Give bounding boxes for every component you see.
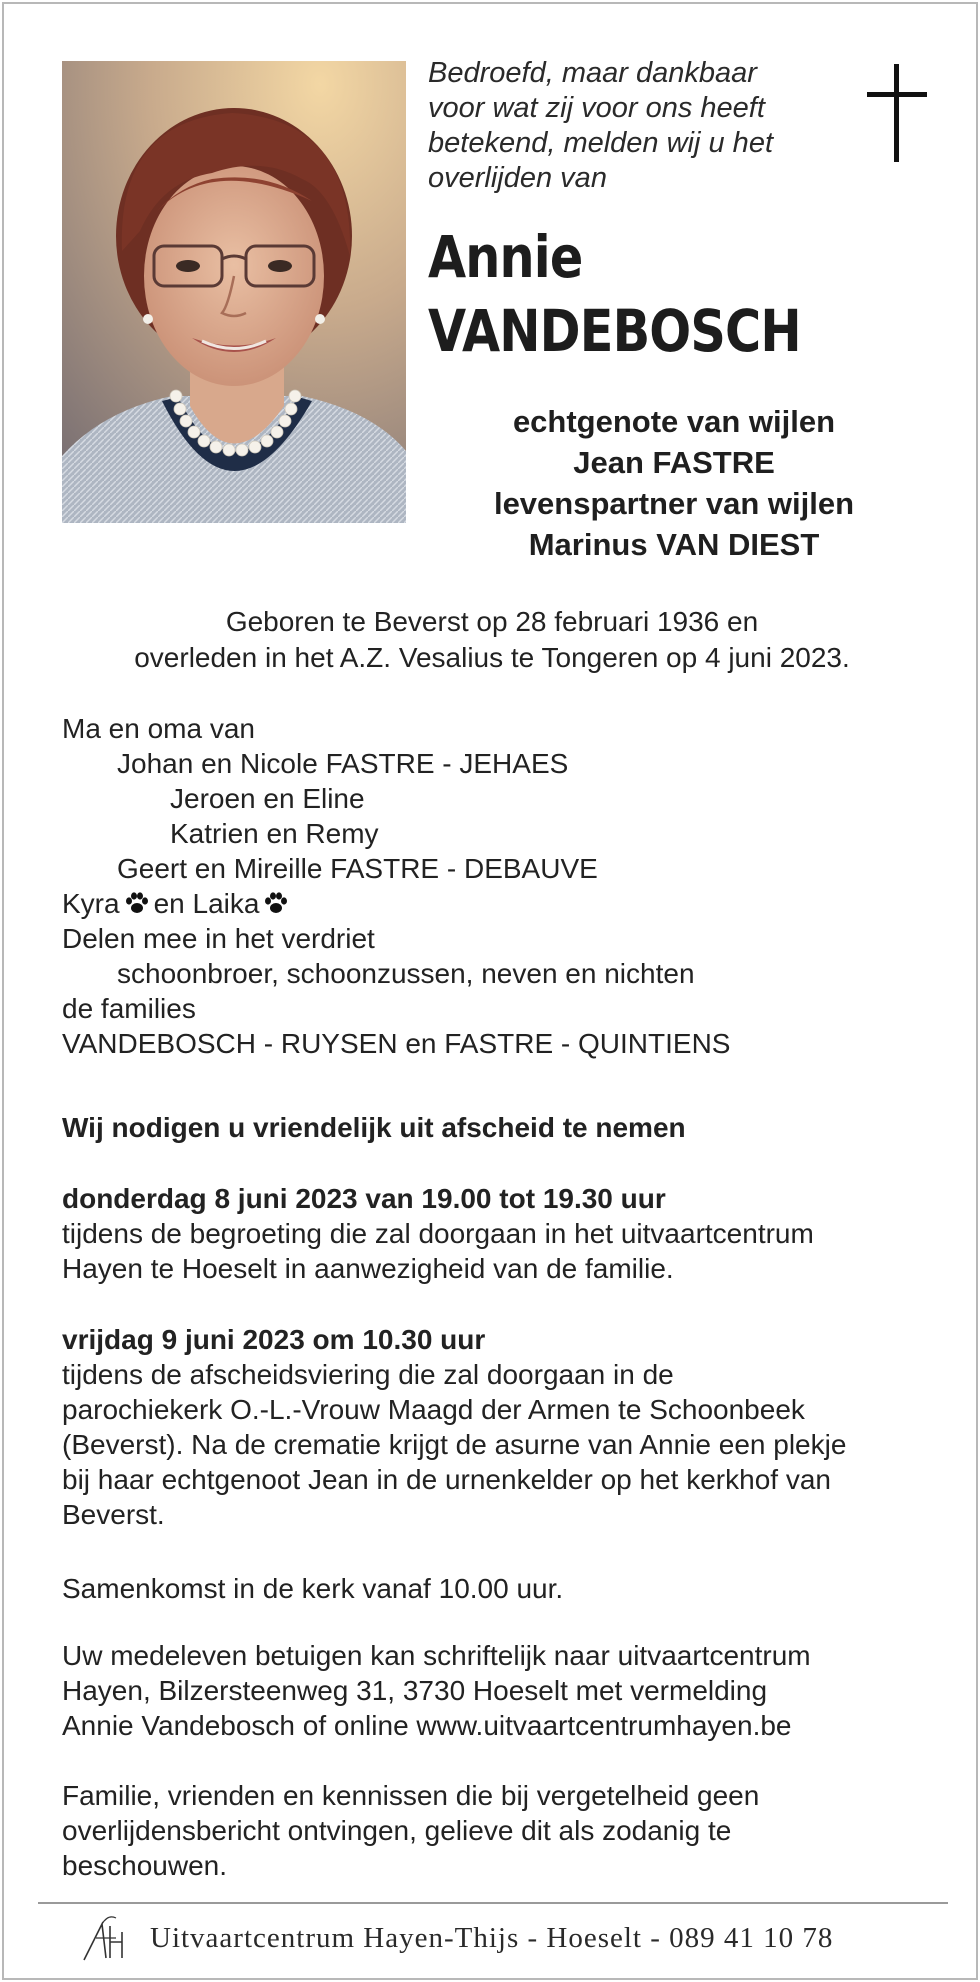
born-line: Geboren te Beverst op 28 februari 1936 en bbox=[225, 606, 759, 637]
paw-icon bbox=[263, 888, 289, 923]
intro-line: overlijden van bbox=[428, 162, 607, 194]
notice-info bbox=[62, 1778, 942, 1883]
family-line: Katrien en Remy bbox=[170, 818, 379, 849]
event-heading: vrijdag 9 juni 2023 om 10.30 uur bbox=[62, 1324, 486, 1355]
event-line: bij haar echtgenoot Jean in de urnenkelder op het kerkhof van bbox=[62, 1464, 831, 1495]
last-name: VANDEBOSCH bbox=[428, 297, 801, 365]
spouses-block bbox=[424, 401, 924, 565]
deceased-name bbox=[428, 220, 801, 368]
cross-icon bbox=[867, 64, 927, 169]
notice-line: Familie, vrienden en kennissen die bij vergetelheid geen bbox=[62, 1780, 760, 1811]
event-line: (Beverst). Na de crematie krijgt de asurne van Annie een plekje bbox=[62, 1429, 847, 1460]
spouse-line: levenspartner van wijlen bbox=[493, 486, 855, 521]
portrait-illustration bbox=[62, 61, 406, 523]
family-line: Jeroen en Eline bbox=[170, 783, 365, 814]
condolences-line: Annie Vandebosch of online www.uitvaartcentrumhayen.be bbox=[62, 1710, 792, 1741]
notice-line: overlijdensbericht ontvingen, gelieve dit als zodanig te bbox=[62, 1815, 732, 1846]
spouse-line: echtgenote van wijlen bbox=[512, 404, 836, 439]
event-line: Hayen te Hoeselt in aanwezigheid van de familie. bbox=[62, 1253, 674, 1284]
intro-line: Bedroefd, maar dankbaar bbox=[428, 57, 757, 89]
pet-name: Kyra bbox=[62, 888, 120, 919]
family-line: schoonbroer, schoonzussen, neven en nichten bbox=[117, 958, 695, 989]
event-heading: donderdag 8 juni 2023 van 19.00 tot 19.30 uur bbox=[62, 1183, 666, 1214]
first-name: Annie bbox=[428, 223, 583, 291]
family-line: Geert en Mireille FASTRE - DEBAUVE bbox=[117, 853, 598, 884]
family-list bbox=[62, 711, 942, 1061]
intro-line: betekend, melden wij u het bbox=[428, 127, 773, 159]
event-line: parochiekerk O.-L.-Vrouw Maagd der Armen te Schoonbeek bbox=[62, 1394, 805, 1425]
portrait-photo bbox=[62, 61, 406, 523]
footer-divider bbox=[38, 1902, 948, 1904]
invitation-heading: Wij nodigen u vriendelijk uit afscheid te nemen bbox=[62, 1112, 686, 1143]
family-line: Delen mee in het verdriet bbox=[62, 923, 375, 954]
paw-icon bbox=[124, 888, 150, 923]
spouse-line: Jean FASTRE bbox=[573, 445, 775, 480]
event-line: tijdens de afscheidsviering die zal doorgaan in de bbox=[62, 1359, 674, 1390]
condolences-line: Hayen, Bilzersteenweg 31, 3730 Hoeselt met vermelding bbox=[62, 1675, 768, 1706]
event-thursday bbox=[62, 1181, 942, 1286]
notice-line: beschouwen. bbox=[62, 1850, 228, 1881]
family-line: Johan en Nicole FASTRE - JEHAES bbox=[117, 748, 569, 779]
event-friday bbox=[62, 1322, 942, 1532]
event-line: Beverst. bbox=[62, 1499, 165, 1530]
pets-line bbox=[62, 886, 942, 921]
condolences-line: Uw medeleven betuigen kan schriftelijk naar uitvaartcentrum bbox=[62, 1640, 811, 1671]
family-line: de families bbox=[62, 993, 196, 1024]
intro-line: voor wat zij voor ons heeft bbox=[428, 92, 765, 124]
born-line: overleden in het A.Z. Vesalius te Tongeren op 4 juni 2023. bbox=[134, 642, 850, 673]
condolences-info bbox=[62, 1638, 942, 1743]
family-line: Ma en oma van bbox=[62, 713, 255, 744]
footer-text: Uitvaartcentrum Hayen-Thijs - Hoeselt - 089 41 10 78 bbox=[150, 1922, 834, 1954]
intro-text bbox=[428, 56, 848, 196]
gathering-info: Samenkomst in de kerk vanaf 10.00 uur. bbox=[62, 1573, 564, 1604]
birth-death-info bbox=[62, 604, 922, 676]
obituary-card bbox=[2, 2, 978, 1980]
pet-name: en Laika bbox=[153, 888, 260, 919]
spouse-line: Marinus VAN DIEST bbox=[528, 527, 820, 562]
event-line: tijdens de begroeting die zal doorgaan in het uitvaartcentrum bbox=[62, 1218, 814, 1249]
funeral-home-logo bbox=[80, 1908, 136, 1969]
family-line: VANDEBOSCH - RUYSEN en FASTRE - QUINTIENS bbox=[62, 1028, 731, 1059]
